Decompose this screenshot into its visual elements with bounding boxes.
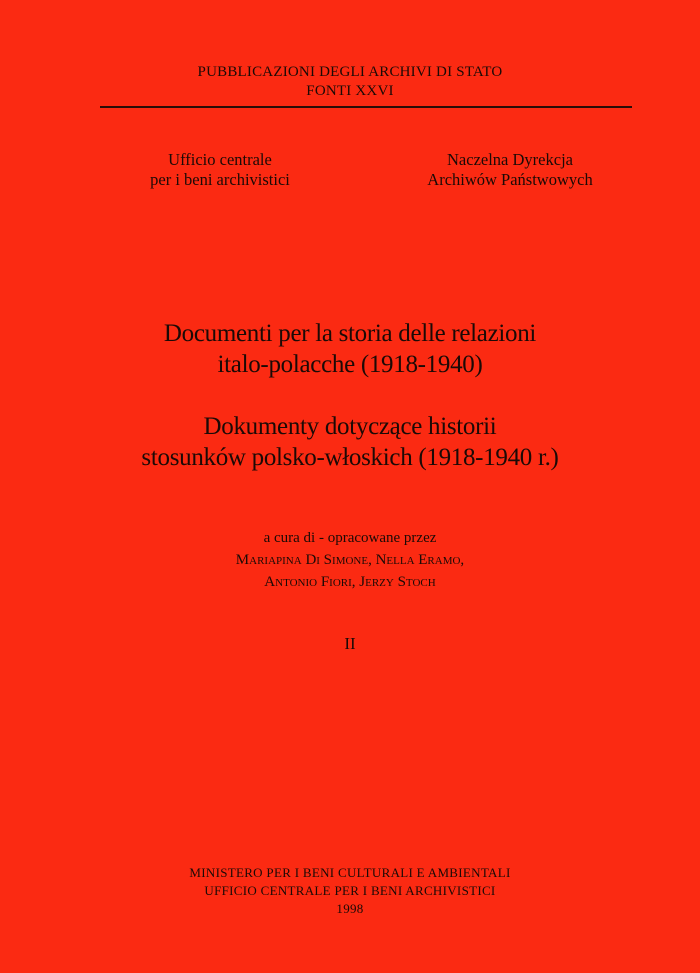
series-title: PUBBLICAZIONI DEGLI ARCHIVI DI STATO [197,64,503,80]
series-heading [0,63,700,101]
italian-title-line2: italo-polacche (1918-1940) [217,351,483,378]
volume-number: II [344,634,356,653]
horizontal-divider [100,106,632,108]
italian-office [120,150,320,190]
polish-title-line2: stosunków polsko-włoskich (1918-1940 r.) [141,444,559,471]
publisher-ministry: MINISTERO PER I BENI CULTURALI E AMBIENTALI [189,865,511,880]
italian-office-line2: per i beni archivistici [150,170,290,189]
publisher-block [0,864,700,918]
publication-year: 1998 [336,901,364,916]
polish-title-line1: Dokumenty dotyczące historii [203,413,497,440]
polish-title [0,411,700,473]
series-volume: FONTI XXVI [306,83,394,99]
editors-intro: a cura di - opracowane przez [263,530,437,546]
editors-names-line2: Antonio Fiori, Jerzy Stoch [264,574,436,590]
italian-title-line1: Documenti per la storia delle relazioni [163,320,537,347]
polish-office-line2: Archiwów Państwowych [427,170,593,189]
editors-block [0,527,700,593]
editors-names-line1: Mariapina Di Simone, Nella Eramo, [235,552,465,568]
polish-office-line1: Naczelna Dyrekcja [447,150,573,169]
publisher-office: UFFICIO CENTRALE PER I BENI ARCHIVISTICI [204,883,496,898]
italian-office-line1: Ufficio centrale [168,150,272,169]
italian-title [0,318,700,380]
polish-office [390,150,630,190]
